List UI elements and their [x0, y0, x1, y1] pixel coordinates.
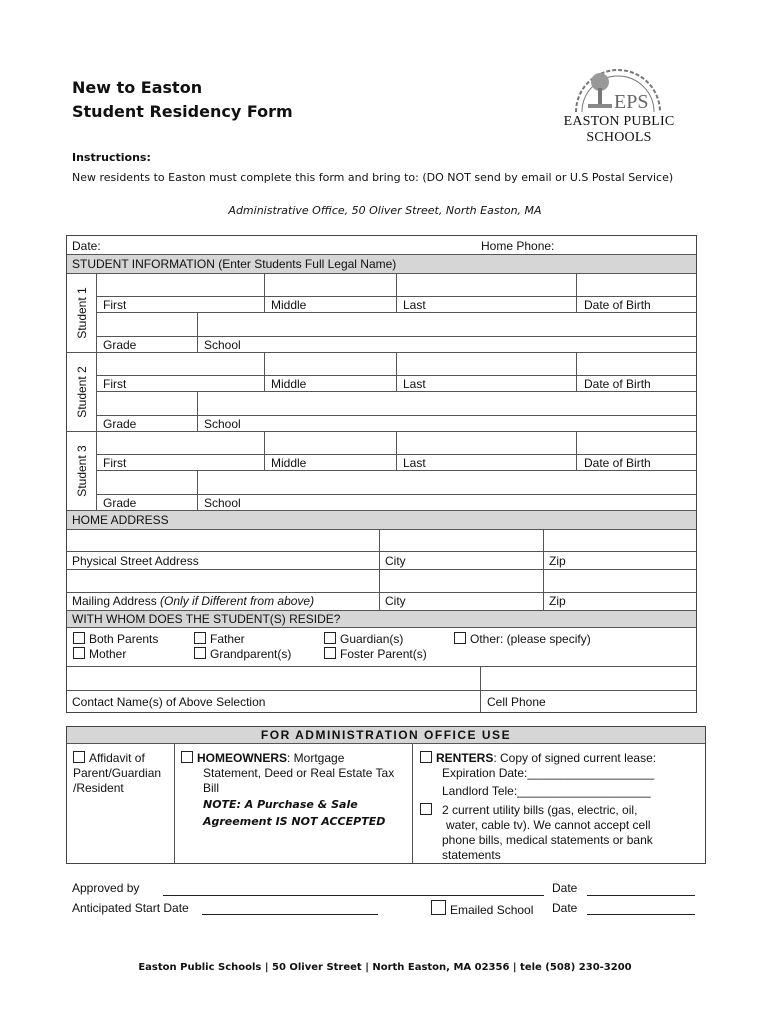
office-address: Administrative Office, 50 Oliver Street, North Easton, MA — [228, 204, 542, 217]
first-label: First — [103, 298, 127, 312]
option-guardians[interactable]: Guardian(s) — [324, 632, 403, 646]
school-label: School — [204, 417, 241, 431]
last-label: Last — [403, 377, 426, 391]
checkbox[interactable] — [431, 900, 446, 915]
middle-label: Middle — [271, 298, 307, 312]
affidavit-option[interactable]: Affidavit of Parent/Guardian /Resident — [73, 751, 162, 795]
emailed-school-option[interactable]: Emailed School — [431, 900, 533, 917]
arch-seal-icon — [534, 56, 704, 116]
expiration-date-field[interactable]: Expiration Date:___________________ — [442, 766, 655, 780]
form-title — [72, 76, 293, 124]
last-label: Last — [403, 298, 426, 312]
footer-contact: Easton Public Schools | 50 Oliver Street | North Easton, MA 02356 | tele (508) 230-3200 — [138, 962, 632, 973]
mailing-address-label: Mailing Address (Only if Different from above) — [72, 594, 315, 608]
admin-office-section — [66, 726, 706, 864]
checkbox[interactable] — [73, 647, 85, 659]
date-line-2[interactable] — [587, 914, 695, 915]
checkbox[interactable] — [454, 632, 466, 644]
landlord-tele-field[interactable]: Landlord Tele:____________________ — [442, 784, 651, 798]
physical-address-label: Physical Street Address — [72, 554, 199, 568]
title-line-1: New to Easton — [72, 78, 203, 97]
dob-label: Date of Birth — [584, 298, 651, 312]
home-phone-label: Home Phone: — [481, 239, 555, 253]
last-label: Last — [403, 456, 426, 470]
option-father[interactable]: Father — [194, 632, 245, 646]
contact-names-label: Contact Name(s) of Above Selection — [72, 695, 266, 709]
zip-label: Zip — [549, 594, 566, 608]
checkbox[interactable] — [194, 647, 206, 659]
middle-label: Middle — [271, 456, 307, 470]
date-label-2: Date — [552, 901, 578, 915]
checkbox[interactable] — [73, 632, 85, 644]
student-info-band — [67, 254, 696, 274]
title-line-2: Student Residency Form — [72, 102, 293, 121]
approved-by-line[interactable] — [163, 895, 544, 896]
renters-option[interactable]: RENTERS: Copy of signed current lease: Expiration Date:___________________ Landlord Tele:____________________ 2 current utility bills (gas, electric, oil, water, cable tv). We cannot accept cell phone bills, medical statements or bank statements — [420, 751, 656, 863]
residency-form — [66, 235, 697, 713]
date-line-1[interactable] — [587, 895, 695, 896]
first-label: First — [103, 377, 127, 391]
cell-phone-label: Cell Phone — [487, 695, 546, 709]
logo-text: EASTON PUBLIC SCHOOLS — [563, 114, 675, 145]
option-other[interactable]: Other: (please specify) — [454, 632, 591, 646]
checkbox[interactable] — [420, 751, 432, 763]
svg-text:EPS: EPS — [614, 91, 649, 113]
homeowners-option[interactable]: HOMEOWNERS: Mortgage Statement, Deed or Real Estate Tax Bill NOTE: A Purchase & Sale Agreement IS NOT ACCEPTED — [181, 751, 394, 830]
reside-band — [67, 610, 696, 628]
middle-label: Middle — [271, 377, 307, 391]
instructions-text: New residents to Easton must complete this form and bring to: (DO NOT send by email or U.S Postal Service) — [72, 171, 674, 184]
option-grandparents[interactable]: Grandparent(s) — [194, 647, 291, 661]
date-label: Date: — [72, 239, 101, 253]
dob-label: Date of Birth — [584, 377, 651, 391]
grade-label: Grade — [103, 496, 137, 510]
checkbox[interactable] — [73, 751, 85, 763]
date-label-1: Date — [552, 881, 578, 895]
checkbox[interactable] — [324, 647, 336, 659]
option-foster-parents[interactable]: Foster Parent(s) — [324, 647, 427, 661]
home-address-band — [67, 510, 696, 530]
checkbox[interactable] — [181, 751, 193, 763]
home-address-heading: HOME ADDRESS — [72, 513, 169, 527]
checkbox[interactable] — [194, 632, 206, 644]
dob-label: Date of Birth — [584, 456, 651, 470]
zip-label: Zip — [549, 554, 566, 568]
reside-heading: WITH WHOM DOES THE STUDENT(S) RESIDE? — [72, 612, 341, 626]
start-date-label: Anticipated Start Date — [72, 901, 189, 915]
checkbox[interactable] — [420, 803, 432, 815]
student-2-label: Student 2 — [74, 365, 89, 418]
approved-by-label: Approved by — [72, 881, 140, 895]
school-label: School — [204, 338, 241, 352]
start-date-line[interactable] — [202, 914, 378, 915]
student-info-heading: STUDENT INFORMATION (Enter Students Full Legal Name) — [72, 257, 397, 271]
option-both-parents[interactable]: Both Parents — [73, 632, 158, 646]
checkbox[interactable] — [324, 632, 336, 644]
instructions-heading: Instructions: — [72, 151, 151, 164]
student-1-label: Student 1 — [74, 286, 89, 339]
school-label: School — [204, 496, 241, 510]
city-label: City — [385, 554, 406, 568]
option-mother[interactable]: Mother — [73, 647, 126, 661]
first-label: First — [103, 456, 127, 470]
grade-label: Grade — [103, 338, 137, 352]
city-label: City — [385, 594, 406, 608]
grade-label: Grade — [103, 417, 137, 431]
admin-heading: FOR ADMINISTRATION OFFICE USE — [67, 727, 705, 744]
student-3-label: Student 3 — [74, 444, 89, 497]
